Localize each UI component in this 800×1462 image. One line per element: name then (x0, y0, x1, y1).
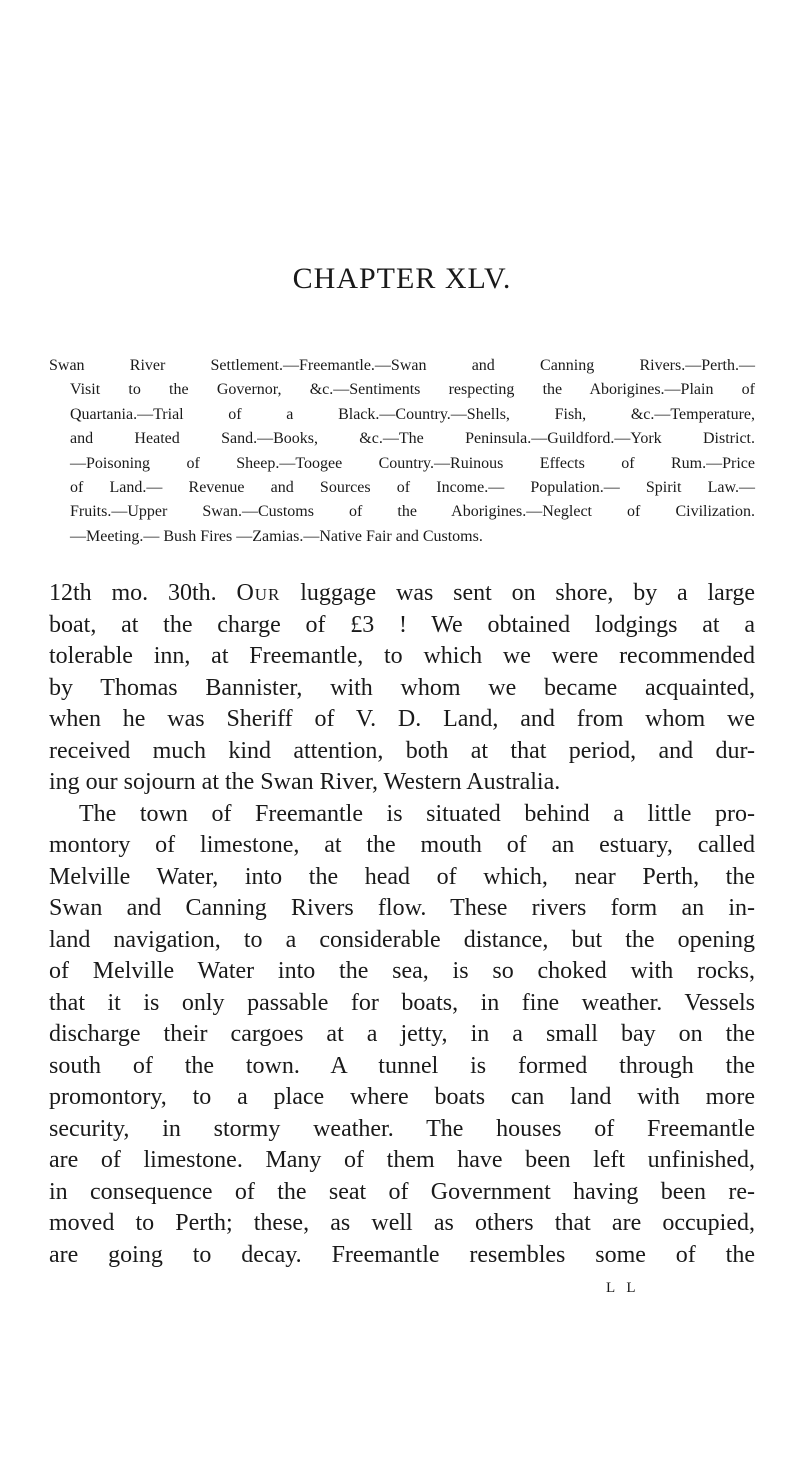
signature-mark: L L (606, 1280, 640, 1296)
synopsis-line: Fruits.—Upper Swan.—Customs of the Aborigines.—Neglect of Civilization. (70, 503, 755, 521)
text-fragment: luggage was sent on shore, by a large (300, 580, 755, 606)
paragraph-first-line (49, 578, 755, 610)
synopsis-line: —Meeting.— Bush Fires —Zamias.—Native Fair and Customs. (70, 527, 483, 545)
text-line: Melville Water, into the head of which, near Perth, the (49, 863, 755, 890)
text-line: of Melville Water into the sea, is so choked with rocks, (49, 958, 755, 984)
text-line: south of the town. A tunnel is formed through the (49, 1052, 755, 1079)
text-line: in consequence of the seat of Government having been re- (49, 1178, 755, 1205)
synopsis-line: Visit to the Governor, &c.—Sentiments respecting the Aborigines.—Plain of (70, 381, 755, 399)
text-line: when he was Sheriff of V. D. Land, and from whom we (49, 706, 755, 732)
chapter-synopsis (49, 354, 755, 549)
text-line: boat, at the charge of £3 ! We obtained lodgings at a (49, 611, 755, 638)
text-line: Swan and Canning Rivers flow. These rivers form an in- (49, 895, 755, 921)
text-line: are going to decay. Freemantle resembles some of the (49, 1241, 755, 1268)
text-line: The town of Freemantle is situated behind a little pro- (79, 800, 755, 827)
synopsis-line: Swan River Settlement.—Freemantle.—Swan and Canning Rivers.—Perth.— (49, 357, 755, 374)
text-line: by Thomas Bannister, with whom we became acquainted, (49, 674, 755, 701)
text-line: tolerable inn, at Freemantle, to which we were recommended (49, 643, 755, 669)
text-line: promontory, to a place where boats can land with more (49, 1084, 755, 1110)
opening-word: Our (236, 580, 281, 606)
entry-date: 12th mo. 30th. (49, 580, 217, 606)
chapter-title: CHAPTER XLV. (292, 262, 512, 295)
text-line: discharge their cargoes at a jetty, in a small bay on the (49, 1021, 755, 1047)
text-line: that it is only passable for boats, in fine weather. Vessels (49, 989, 755, 1016)
synopsis-line: —Poisoning of Sheep.—Toogee Country.—Ruinous Effects of Rum.—Price (70, 454, 755, 472)
synopsis-line: of Land.— Revenue and Sources of Income.— Population.— Spirit Law.— (70, 478, 755, 496)
text-line: received much kind attention, both at that period, and dur- (49, 737, 755, 764)
text-line: montory of limestone, at the mouth of an estuary, called (49, 832, 755, 858)
text-line: land navigation, to a considerable distance, but the opening (49, 926, 755, 953)
text-line: security, in stormy weather. The houses of Freemantle (49, 1115, 755, 1142)
text-line: moved to Perth; these, as well as others that are occupied, (49, 1210, 755, 1236)
synopsis-line: Quartania.—Trial of a Black.—Country.—Shells, Fish, &c.—Temperature, (70, 405, 755, 423)
body-text (49, 578, 755, 1271)
synopsis-line: and Heated Sand.—Books, &c.—The Peninsula.—Guildford.—York District. (70, 430, 755, 448)
text-line: ing our sojourn at the Swan River, Western Australia. (49, 769, 561, 795)
text-line: are of limestone. Many of them have been left unfinished, (49, 1147, 755, 1173)
